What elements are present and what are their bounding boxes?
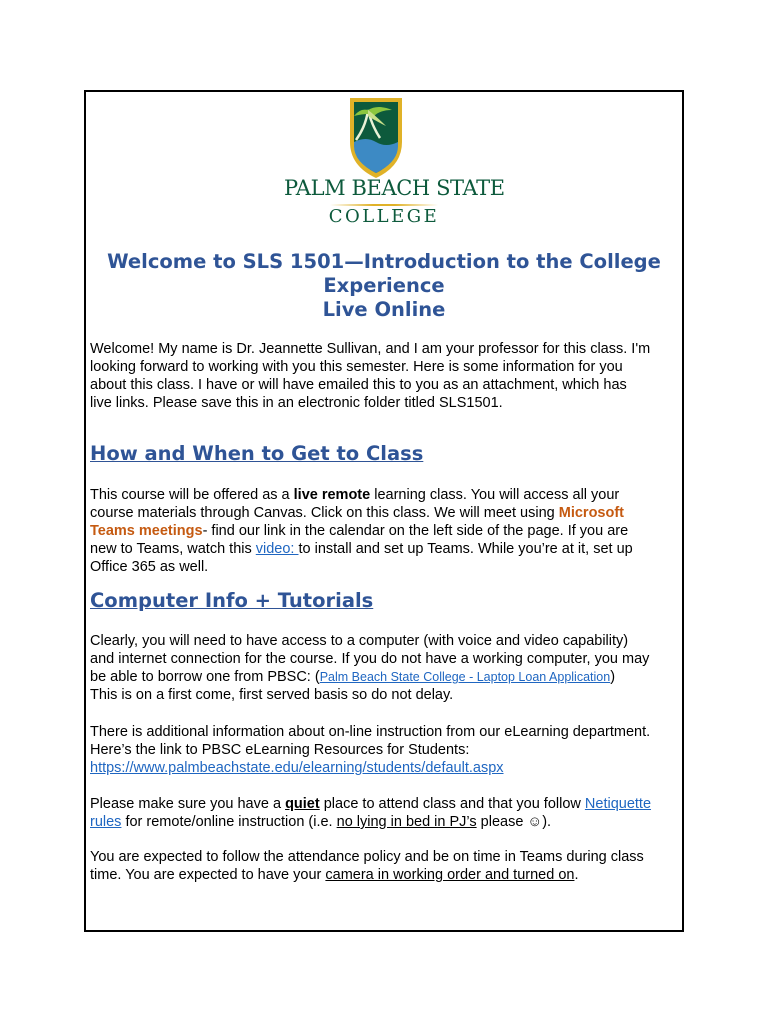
text: - find our link in the calendar on the left side of the page. If you are — [202, 523, 629, 539]
logo-college-word: COLLEGE — [328, 206, 440, 227]
text: and internet connection for the course. If you do not have a working computer, you may — [90, 651, 650, 667]
no-pjs-emphasis: no lying in bed in PJ’s — [336, 814, 477, 830]
text: new to Teams, watch this — [90, 541, 256, 557]
welcome-line-2: looking forward to working with you this semester. Here is some information for you — [90, 359, 623, 375]
welcome-line-4: live links. Please save this in an electronic folder titled SLS1501. — [90, 395, 503, 411]
text: be able to borrow one from PBSC: ( — [90, 669, 320, 685]
text: . — [574, 867, 579, 883]
camera-emphasis: camera in working order and turned on — [325, 867, 575, 883]
text: Clearly, you will need to have access to a computer (with voice and video capability) — [90, 633, 629, 649]
video-link[interactable]: video: — [255, 541, 299, 557]
text: Here’s the link to PBSC eLearning Resources for Students: — [90, 742, 470, 758]
text: for remote/online instruction (i.e. — [121, 814, 337, 830]
welcome-line-1: Welcome! My name is Dr. Jeannette Sullivan, and I am your professor for this class. I'm — [90, 341, 651, 357]
microsoft-teams-emphasis: Microsoft — [558, 505, 625, 521]
elearning-paragraph — [90, 723, 682, 777]
computer-access-paragraph — [90, 632, 682, 704]
welcome-line-3: about this class. I have or will have emailed this to you as an attachment, which has — [90, 377, 627, 393]
text: time. You are expected to have your — [90, 867, 326, 883]
heading-how-and-when: How and When to Get to Class — [90, 442, 424, 465]
text: Please make sure you have a — [90, 796, 286, 812]
text: There is additional information about on-line instruction from our eLearning department. — [90, 724, 651, 740]
text: please ☺). — [476, 814, 552, 830]
text: Office 365 as well. — [90, 559, 209, 575]
text: learning class. You will access all your — [370, 487, 620, 503]
netiquette-paragraph — [90, 795, 682, 831]
logo-college-name: PALM BEACH STATE — [284, 176, 505, 200]
text: This is on a first come, first served basis so do not delay. — [90, 687, 454, 703]
college-logo — [284, 94, 505, 234]
text: You are expected to follow the attendance policy and be on time in Teams during class — [90, 849, 644, 865]
elearning-resources-link[interactable]: https://www.palmbeachstate.edu/elearning/students/default.aspx — [90, 760, 504, 776]
laptop-loan-link[interactable]: Palm Beach State College - Laptop Loan Application — [319, 670, 611, 684]
welcome-paragraph — [90, 340, 682, 412]
title-line-2: Experience — [323, 274, 445, 297]
netiquette-rules-link[interactable]: rules — [90, 814, 122, 830]
netiquette-link[interactable]: Netiquette — [584, 796, 652, 812]
text: place to attend class and that you follow — [319, 796, 585, 812]
text: ) — [610, 669, 616, 685]
text: This course will be offered as a — [90, 487, 294, 503]
quiet-emphasis: quiet — [285, 796, 320, 812]
title-line-1: Welcome to SLS 1501—Introduction to the College — [107, 250, 661, 273]
heading-computer-info: Computer Info + Tutorials — [90, 589, 374, 612]
shield-logo-icon — [346, 96, 406, 180]
text: course materials through Canvas. Click on this class. We will meet using — [90, 505, 559, 521]
live-remote-emphasis: live remote — [293, 487, 371, 503]
class-access-paragraph — [90, 486, 682, 576]
page-title — [88, 250, 680, 322]
text: to install and set up Teams. While you’re at it, set up — [298, 541, 633, 557]
attendance-paragraph — [90, 848, 682, 884]
microsoft-teams-emphasis: Teams meetings — [90, 523, 203, 539]
title-line-3: Live Online — [322, 298, 446, 321]
